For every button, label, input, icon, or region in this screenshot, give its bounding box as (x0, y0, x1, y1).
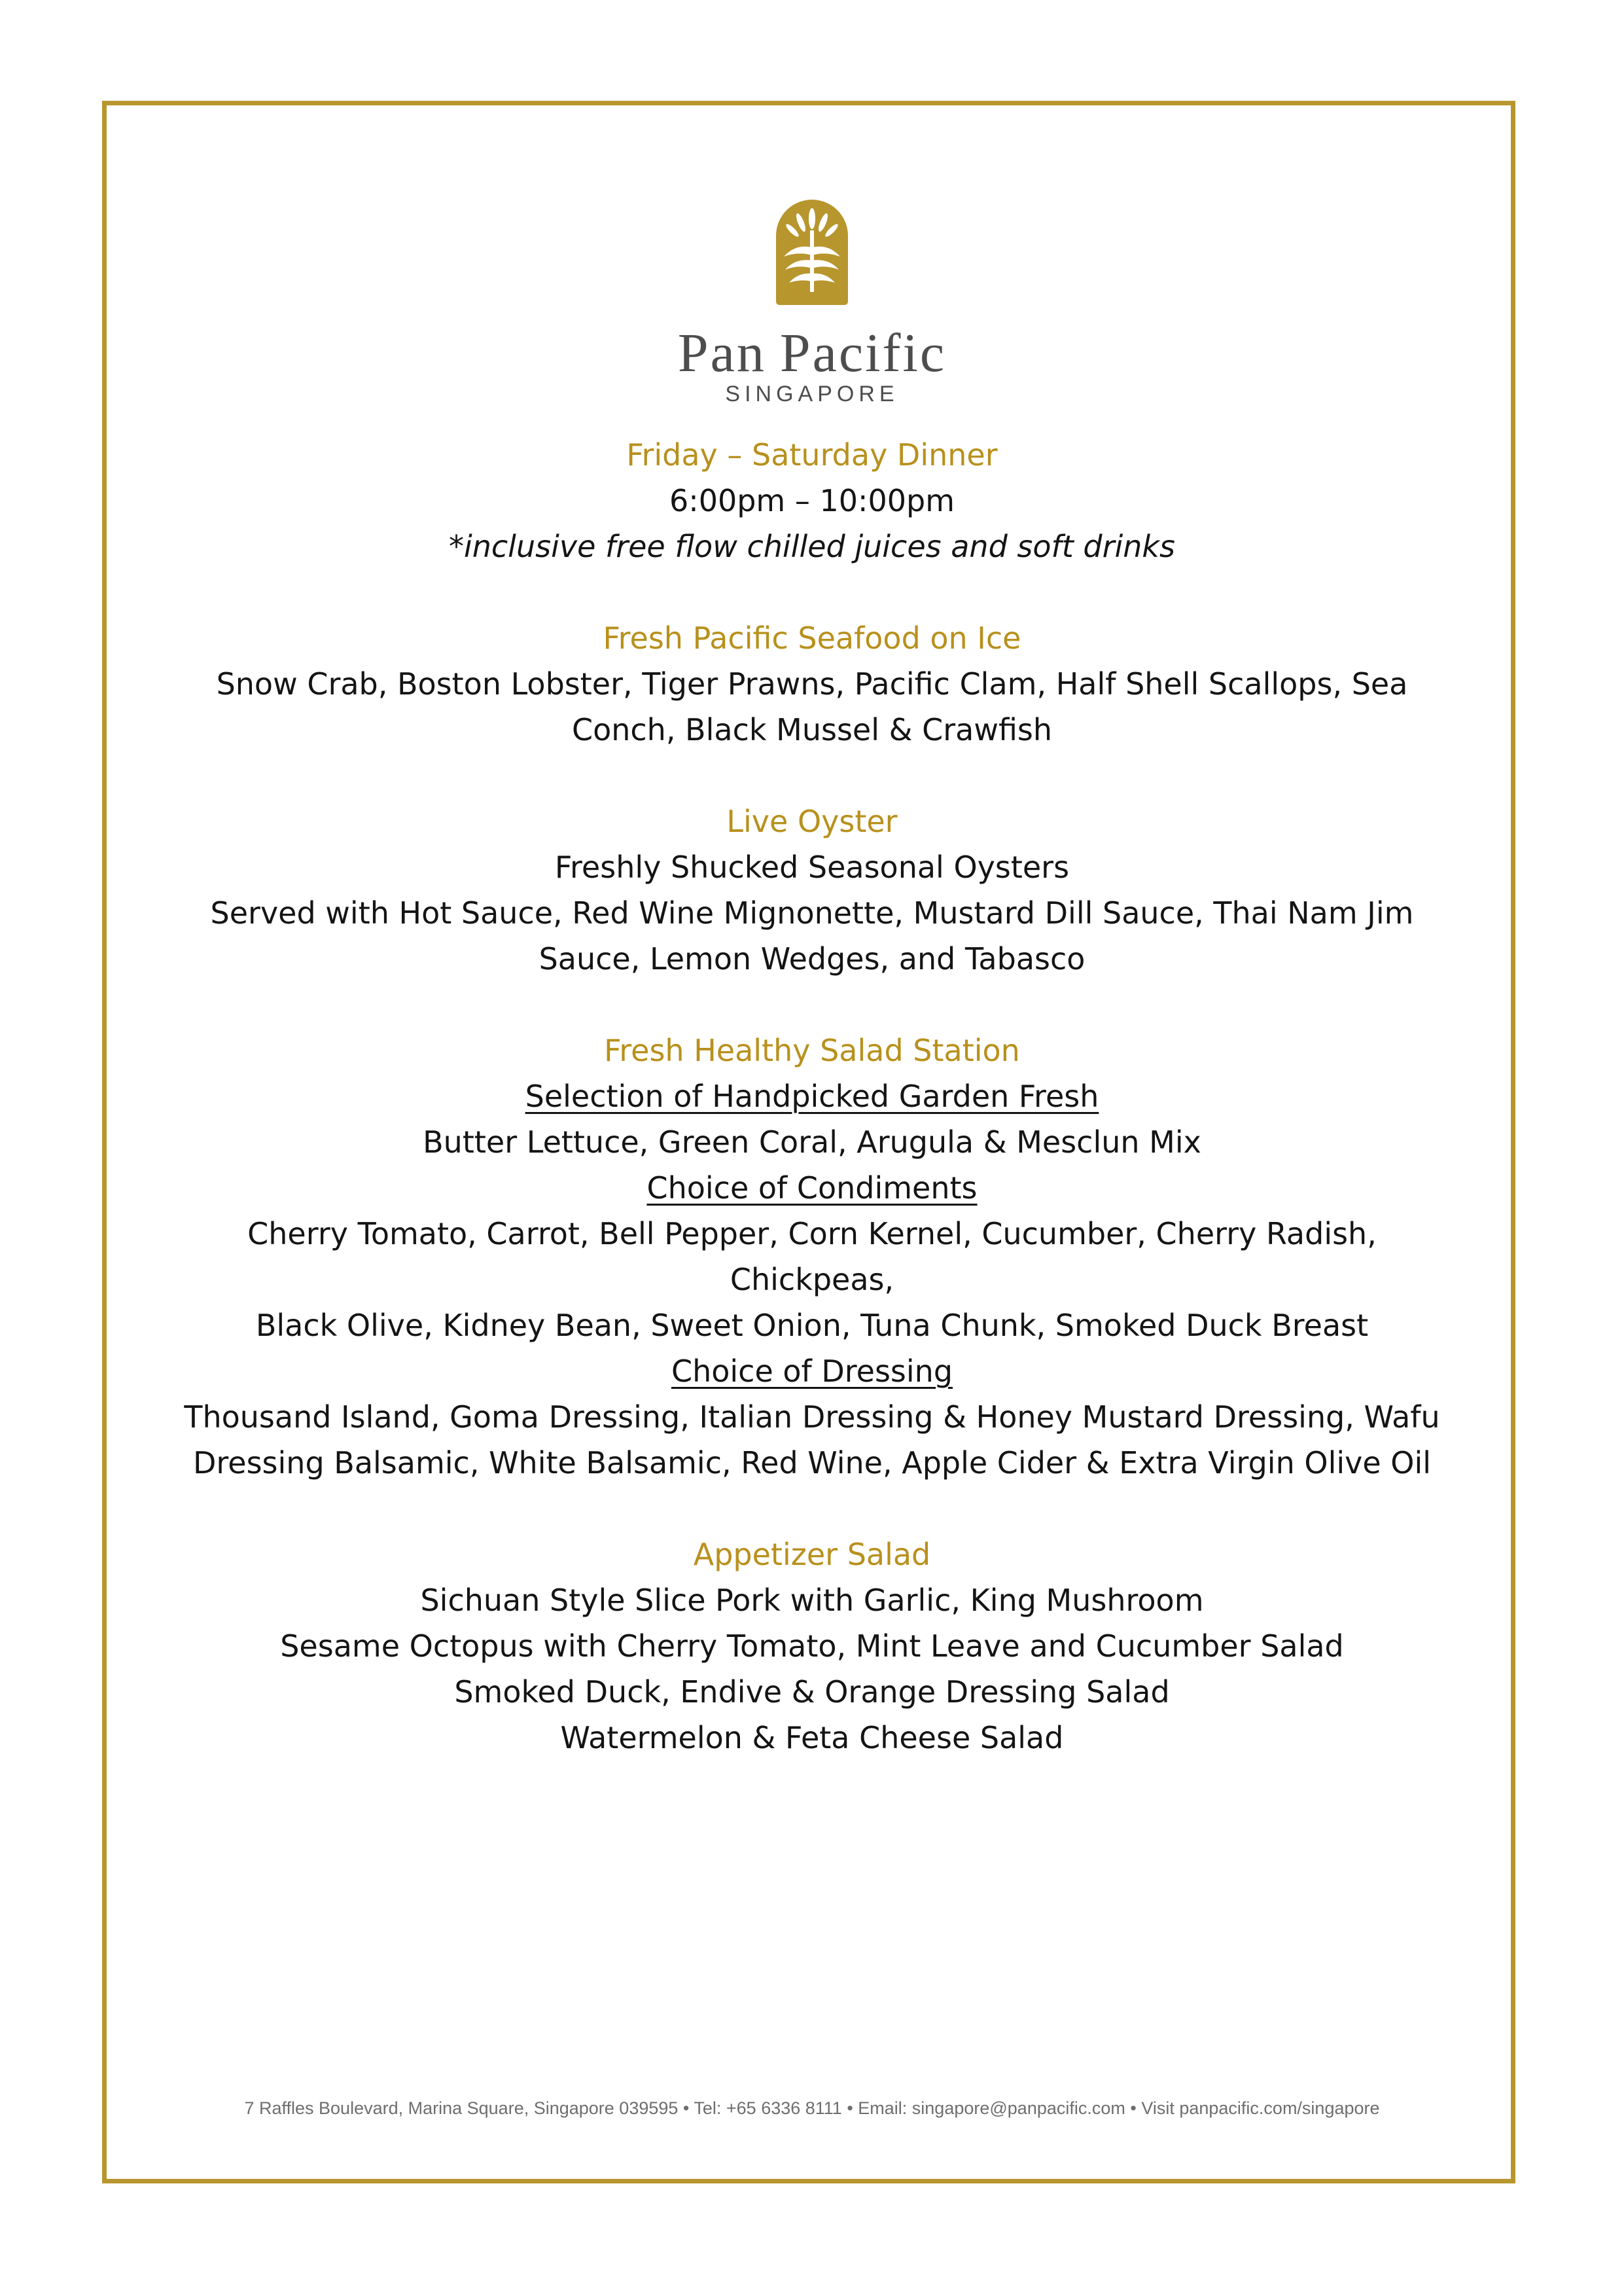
pan-pacific-logo-icon (769, 196, 855, 308)
dressing-line: Dressing Balsamic, White Balsamic, Red Wine, Apple Cider & Extra Virgin Olive Oil (192, 1445, 1432, 1480)
appetizer-line: Sesame Octopus with Cherry Tomato, Mint Leave and Cucumber Salad (280, 1628, 1344, 1664)
condiments-line: Chickpeas, (730, 1262, 894, 1297)
oyster-line: Freshly Shucked Seasonal Oysters (554, 850, 1070, 885)
service-time: 6:00pm – 10:00pm (669, 483, 955, 518)
section-title-seafood: Fresh Pacific Seafood on Ice (603, 620, 1021, 656)
subheading-condiments: Choice of Condiments (646, 1170, 978, 1206)
brand-name (0, 323, 1624, 384)
brand-location: SINGAPORE (725, 382, 899, 406)
appetizer-line: Smoked Duck, Endive & Orange Dressing Salad (454, 1674, 1170, 1710)
dressing-line: Thousand Island, Goma Dressing, Italian Dressing & Honey Mustard Dressing, Wafu (184, 1399, 1440, 1435)
oyster-line: Served with Hot Sauce, Red Wine Mignonette, Mustard Dill Sauce, Thai Nam Jim (210, 895, 1414, 931)
menu-content (0, 432, 1624, 1761)
seafood-line: Conch, Black Mussel & Crawfish (571, 712, 1053, 747)
subheading-dressing: Choice of Dressing (671, 1354, 953, 1389)
seafood-line: Snow Crab, Boston Lobster, Tiger Prawns, Pacific Clam, Half Shell Scallops, Sea (216, 666, 1408, 702)
brand-name-first: Pan (677, 323, 766, 384)
inclusion-note: *inclusive free flow chilled juices and soft drinks (448, 529, 1176, 564)
section-title-oyster: Live Oyster (726, 804, 898, 839)
appetizer-line: Sichuan Style Slice Pork with Garlic, King Mushroom (420, 1583, 1204, 1618)
appetizer-line: Watermelon & Feta Cheese Salad (560, 1720, 1064, 1755)
menu-title: Friday – Saturday Dinner (626, 437, 998, 473)
footer-contact: 7 Raffles Boulevard, Marina Square, Singapore 039595 • Tel: +65 6336 8111 • Email: singapore@panpacific.com • Visit panpacific.com/singapore (244, 2098, 1380, 2118)
greens-line: Butter Lettuce, Green Coral, Arugula & Mesclun Mix (423, 1124, 1201, 1160)
condiments-line: Black Olive, Kidney Bean, Sweet Onion, Tuna Chunk, Smoked Duck Breast (255, 1308, 1369, 1343)
condiments-line: Cherry Tomato, Carrot, Bell Pepper, Corn Kernel, Cucumber, Cherry Radish, (247, 1216, 1377, 1251)
subheading-garden-fresh: Selection of Handpicked Garden Fresh (525, 1079, 1099, 1114)
oyster-line: Sauce, Lemon Wedges, and Tabasco (538, 941, 1086, 977)
brand-name-second: Pacific (779, 323, 947, 384)
section-title-appetizer: Appetizer Salad (693, 1537, 931, 1572)
section-title-salad-station: Fresh Healthy Salad Station (604, 1033, 1020, 1068)
